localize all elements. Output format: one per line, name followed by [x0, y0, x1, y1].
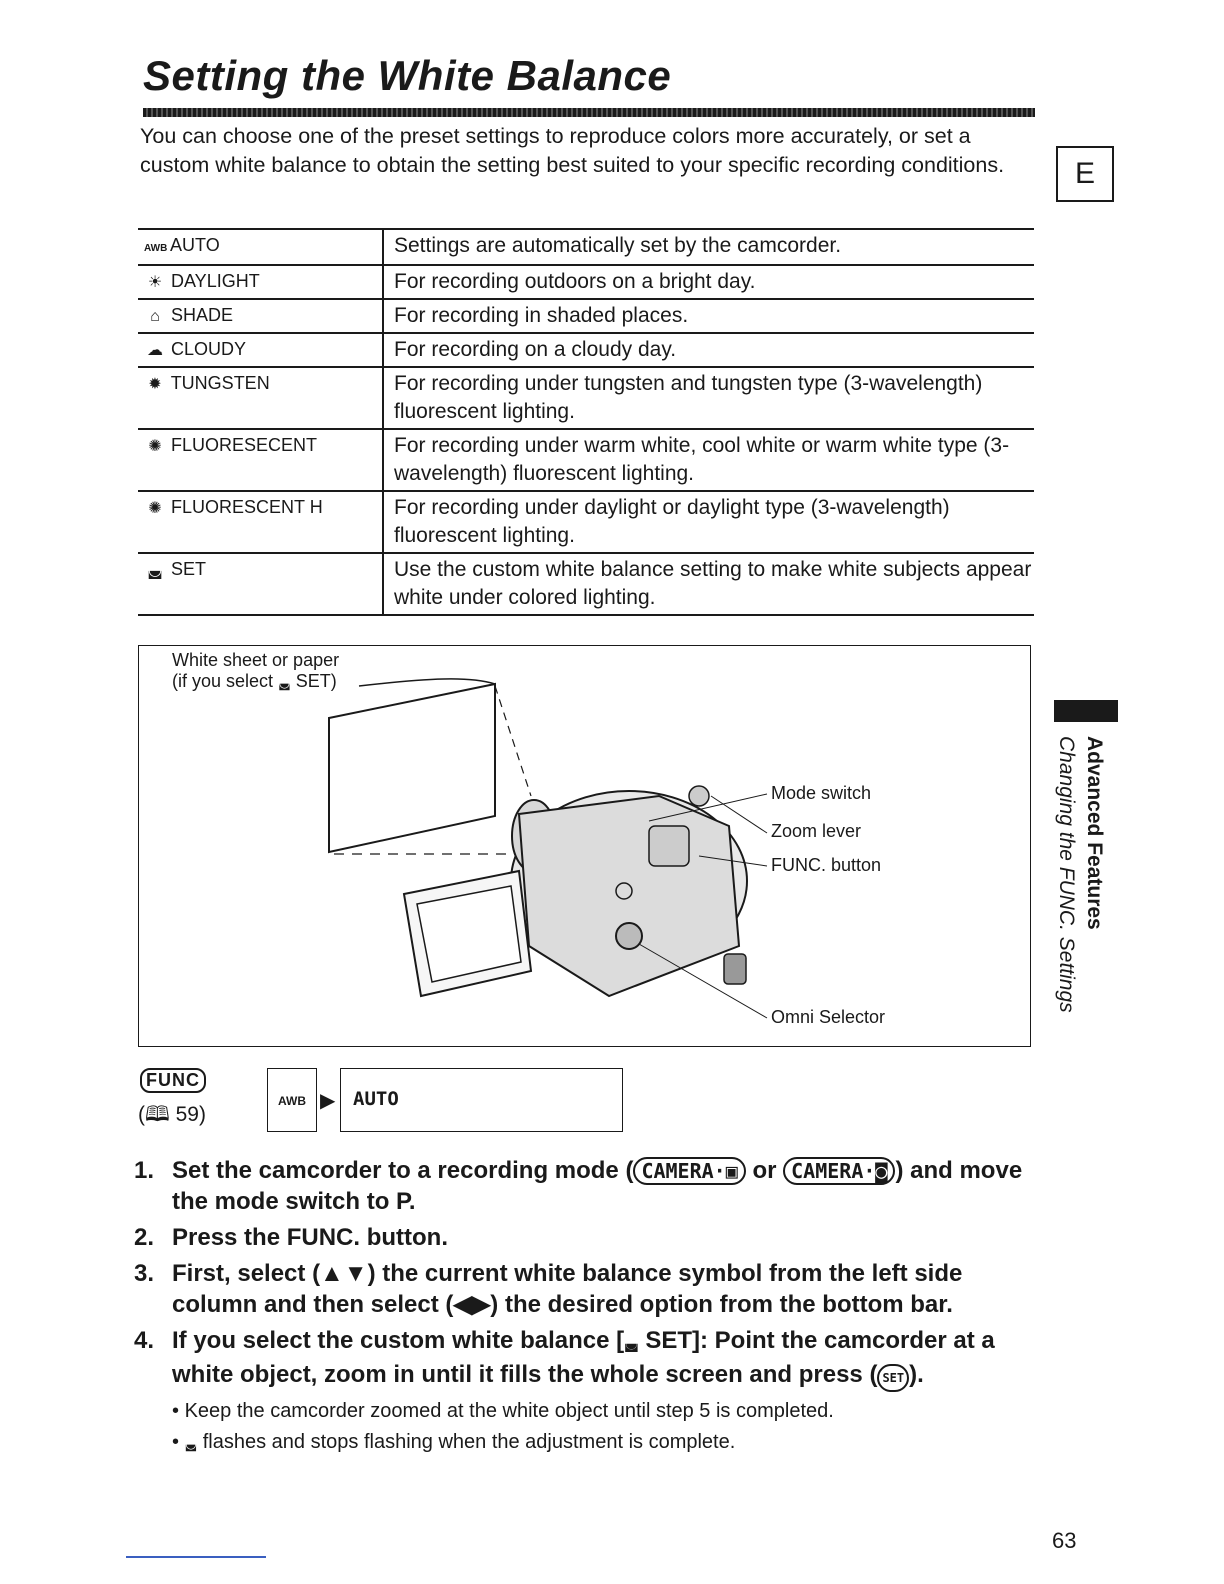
white-balance-table — [138, 228, 1034, 616]
wb-row — [138, 229, 1034, 265]
footer-line — [126, 1556, 266, 1558]
wb-setting-name — [138, 367, 383, 429]
wb-setting-name — [138, 553, 383, 615]
selected-setting-box: AUTO — [340, 1068, 623, 1132]
wb-setting-icon: ⌂ — [150, 308, 160, 325]
wb-setting-description: For recording under tungsten and tungsten type (3-wavelength) fluorescent lighting. — [383, 367, 1034, 429]
wb-setting-label: DAYLIGHT — [171, 271, 260, 291]
camera-movie-mode-icon: CAMERA·▣ — [633, 1157, 745, 1185]
wb-setting-description: For recording in shaded places. — [383, 299, 1034, 333]
wb-row — [138, 265, 1034, 299]
arrow-right-icon: ▶ — [320, 1090, 336, 1112]
camcorder-illustration — [139, 646, 1032, 1048]
wb-setting-label: SHADE — [171, 305, 234, 325]
language-tab: E — [1056, 146, 1114, 202]
wb-setting-name — [138, 429, 383, 491]
note-item: • Keep the camcorder zoomed at the white object until step 5 is completed. — [172, 1396, 1054, 1427]
page-reference — [138, 1100, 206, 1135]
section-sidebar — [1040, 736, 1130, 1026]
wb-setting-description: For recording under daylight or daylight type (3-wavelength) fluorescent lighting. — [383, 491, 1034, 553]
camcorder-diagram — [138, 645, 1031, 1047]
wb-row — [138, 429, 1034, 491]
wb-row — [138, 333, 1034, 367]
wb-setting-description: Settings are automatically set by the camcorder. — [383, 229, 1034, 265]
page-ref-number: 59) — [175, 1103, 206, 1126]
sheet-label-line3: SET) — [295, 671, 337, 691]
sheet-label-line2: (if you select — [172, 671, 274, 691]
page-ref-paren: ( — [138, 1103, 145, 1126]
wb-setting-label: TUNGSTEN — [170, 373, 270, 393]
wb-row — [138, 367, 1034, 429]
wb-setting-description: Use the custom white balance setting to make white subjects appear white under colored lighting. — [383, 553, 1034, 615]
wb-setting-name — [138, 333, 383, 367]
subsection-title: Changing the FUNC. Settings — [1055, 736, 1078, 1013]
wb-setting-label: AUTO — [170, 235, 220, 255]
mode-switch-label: Mode switch — [771, 783, 872, 803]
note-text: flashes and stops flashing when the adjustment is complete. — [202, 1431, 736, 1453]
custom-wb-icon: ◛ — [278, 675, 291, 690]
step-text: ) and move the mode switch to P. — [172, 1157, 1023, 1215]
wb-setting-label: FLUORESECENT — [171, 435, 318, 455]
step-text: If you select the custom white balance [ — [172, 1327, 625, 1354]
zoom-lever — [689, 786, 709, 806]
pill-text: CAMERA· — [791, 1159, 876, 1183]
step-text: Press the FUNC. button. — [172, 1224, 449, 1251]
page-title: Setting the White Balance — [143, 52, 672, 99]
step-text: ). — [909, 1361, 924, 1388]
wb-setting-name — [138, 265, 383, 299]
wb-setting-description: For recording under warm white, cool white or warm white type (3-wavelength) fluorescent lighting. — [383, 429, 1034, 491]
step-2 — [134, 1222, 1054, 1253]
step-number: 2. — [134, 1224, 155, 1251]
step-text: Set the camcorder to a recording mode ( — [172, 1157, 634, 1184]
step-number: 1. — [134, 1157, 155, 1184]
func-button-label: FUNC. button — [771, 855, 882, 875]
step-text: First, select (▲▼) the current white balance symbol from the left side column and then select (◀▶) the desired option from the bottom bar. — [172, 1260, 963, 1318]
step-number: 4. — [134, 1327, 155, 1354]
pill-text: CAMERA· — [641, 1159, 726, 1183]
wb-setting-name — [138, 229, 383, 265]
step-text: SET]: Point the camcorder at a white object, zoom in until it fills the whole screen and press ( — [172, 1327, 995, 1388]
page-number: 63 — [1052, 1528, 1077, 1553]
wb-row — [138, 491, 1034, 553]
wb-setting-label: SET — [171, 559, 207, 579]
wb-setting-icon: AWB — [144, 243, 168, 254]
wb-setting-icon: ✺ — [148, 500, 162, 517]
wb-setting-description: For recording outdoors on a bright day. — [383, 265, 1034, 299]
step-text: or — [745, 1157, 784, 1184]
book-icon: 🕮 — [145, 1103, 170, 1126]
set-button-icon: SET — [877, 1364, 909, 1392]
steps-list — [134, 1155, 1054, 1464]
wb-setting-label: CLOUDY — [171, 339, 247, 359]
wb-setting-icon: ◛ — [147, 562, 163, 579]
camera-photo-mode-icon: CAMERA·◙ — [783, 1157, 895, 1185]
title-rule — [143, 108, 1035, 117]
wb-setting-icon: ☀ — [147, 274, 163, 291]
wb-setting-label: FLUORESCENT H — [171, 497, 323, 517]
step-3 — [134, 1258, 1054, 1320]
section-marker — [1054, 700, 1118, 722]
intro-paragraph: You can choose one of the preset settings to reproduce colors more accurately, or set a custom white balance to obtain the setting best suited to your specific recording conditions. — [140, 124, 1005, 177]
white-sheet — [329, 684, 495, 852]
section-title: Advanced Features — [1083, 736, 1106, 930]
notes-list — [172, 1396, 1054, 1459]
step-number: 3. — [134, 1260, 155, 1287]
awb-icon: AWB — [267, 1068, 317, 1132]
func-badge — [140, 1068, 206, 1093]
func-button-icon: FUNC — [140, 1068, 206, 1093]
custom-wb-icon: ◛ — [624, 1335, 639, 1352]
wb-setting-name — [138, 299, 383, 333]
custom-wb-icon: ◛ — [184, 1436, 198, 1451]
wb-setting-icon: ✹ — [148, 376, 162, 393]
wb-setting-name — [138, 491, 383, 553]
omni-selector — [616, 923, 642, 949]
sheet-label-line1: White sheet or paper — [172, 650, 340, 670]
wb-setting-icon: ✺ — [148, 438, 162, 455]
omni-selector-label: Omni Selector — [771, 1007, 886, 1027]
wb-row — [138, 299, 1034, 333]
note-item — [172, 1427, 1054, 1459]
wb-setting-icon: ☁ — [147, 342, 163, 359]
wb-setting-description: For recording on a cloudy day. — [383, 333, 1034, 367]
step-1 — [134, 1155, 1054, 1217]
wb-row — [138, 553, 1034, 615]
zoom-lever-label: Zoom lever — [771, 821, 862, 841]
step-4 — [134, 1325, 1054, 1459]
